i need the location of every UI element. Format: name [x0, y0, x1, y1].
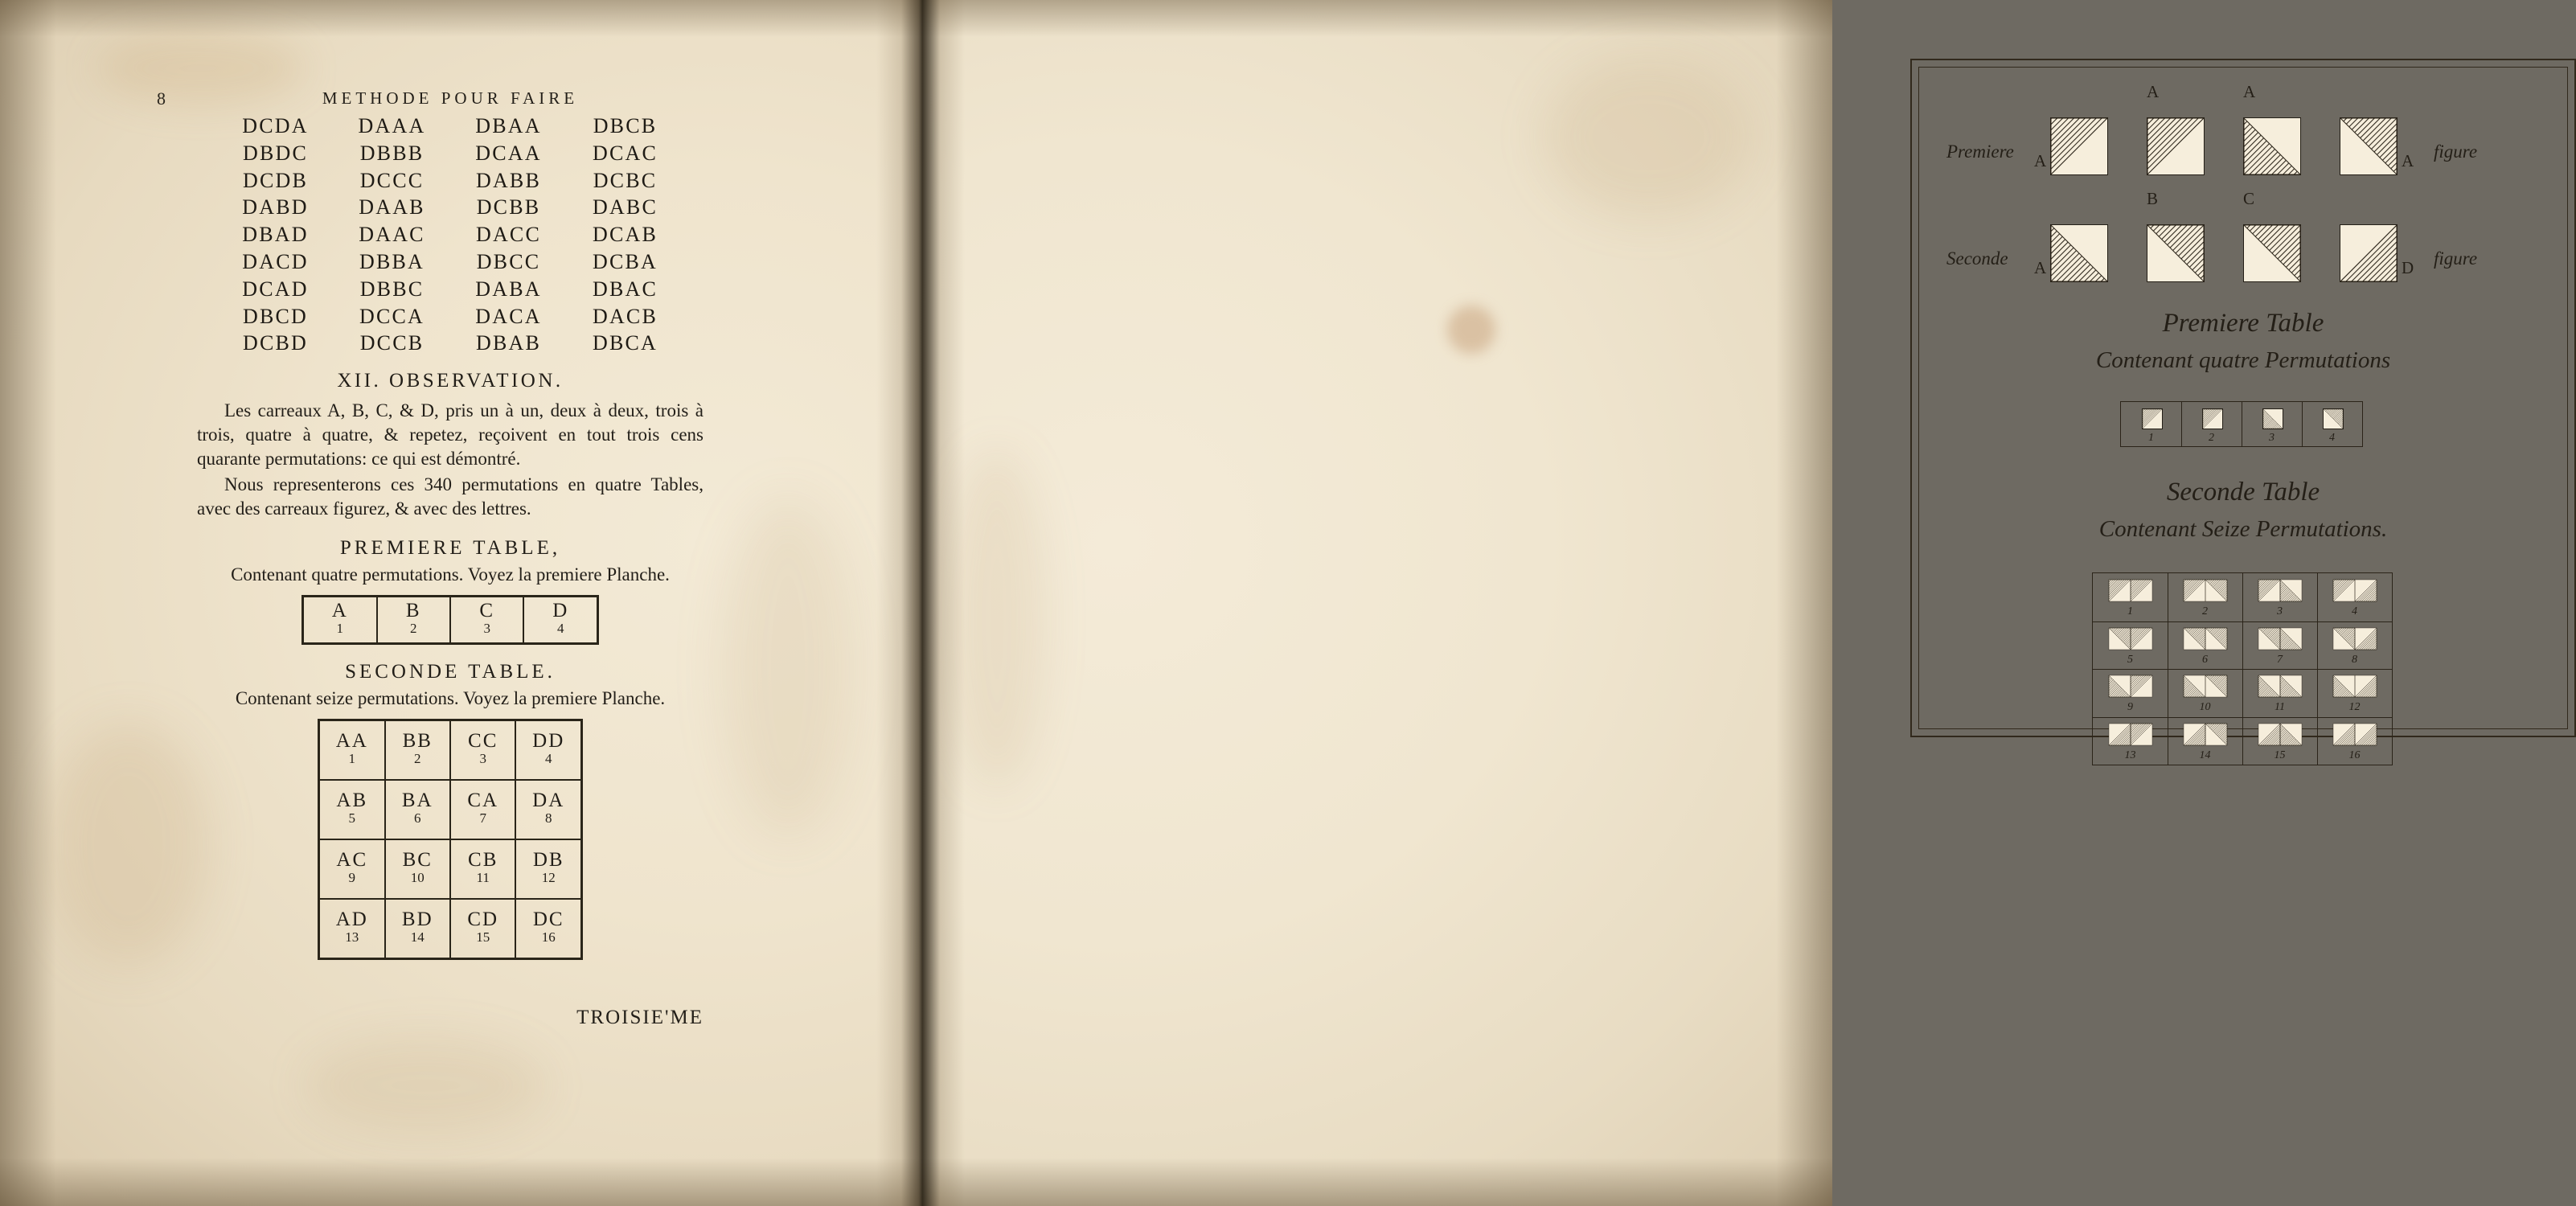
table1-subheading: Contenant quatre permutations. Voyez la premiere Planche. — [231, 564, 670, 585]
cell-letters: CD — [467, 909, 499, 931]
permutation-cell: DACD — [242, 249, 309, 273]
seconde-figure-label: Seconde — [1946, 248, 2008, 269]
figure1-square-3 — [2243, 117, 2301, 175]
plate-table2-number-15: 15 — [2274, 749, 2286, 761]
permutation-cell: DABB — [475, 168, 542, 192]
permutation-row — [197, 248, 703, 276]
table-row — [303, 596, 598, 643]
cell-number: 16 — [541, 929, 556, 946]
table-cell — [523, 596, 597, 643]
table-cell — [385, 720, 450, 780]
cell-letters: DB — [532, 849, 564, 872]
cell-number: 1 — [336, 621, 343, 637]
figure1-letter-4: A — [2402, 151, 2414, 170]
carreau-pair — [2184, 628, 2227, 650]
table-cell — [303, 596, 377, 643]
catchword: TROISIE'ME — [576, 1006, 703, 1028]
cell-letters: BD — [401, 909, 433, 931]
plate-table2-number-8: 8 — [2352, 653, 2357, 666]
table-cell — [450, 596, 523, 643]
carreau-pair — [2258, 580, 2302, 601]
figure2-letter-1: A — [2034, 258, 2047, 277]
plate-table1-number-2: 2 — [2209, 432, 2214, 444]
permutation-cell: DCBD — [242, 331, 309, 355]
figure2-letter-4: D — [2402, 258, 2414, 277]
plate-table1-number-4: 4 — [2329, 432, 2335, 444]
table-cell — [450, 839, 515, 899]
permutation-cell: DBAD — [242, 223, 309, 247]
permutation-row — [197, 113, 703, 140]
permutation-cell: DAAC — [359, 223, 425, 247]
carreau-pair — [2333, 675, 2377, 697]
table-cell — [385, 839, 450, 899]
cell-letters: AB — [336, 790, 368, 812]
permutation-cell: DCDB — [242, 168, 309, 192]
premiere-table-title: Premiere Table — [2162, 309, 2324, 338]
table-cell — [319, 720, 385, 780]
carreau-pair — [2184, 675, 2227, 697]
carreau-pair — [2258, 724, 2302, 745]
plate-table2-number-16: 16 — [2348, 749, 2361, 761]
plate-table2-number-3: 3 — [2277, 605, 2283, 617]
table-row — [319, 780, 582, 839]
figure1-square-4 — [2340, 117, 2398, 175]
table-cell — [385, 780, 450, 839]
table-cell — [450, 899, 515, 959]
permutation-cell: DBCB — [593, 114, 658, 137]
cell-number: 4 — [556, 621, 564, 637]
carreau-pair — [2184, 724, 2227, 745]
figure2-square-1 — [2050, 224, 2108, 282]
figure1-letter-2: A — [2147, 82, 2160, 101]
cell-letters: A — [331, 600, 348, 622]
permutation-cell: DCAD — [242, 277, 309, 301]
permutation-cell: DBDC — [242, 141, 309, 165]
permutation-cell: DCBB — [476, 195, 541, 219]
permutation-cell: DCDA — [242, 114, 309, 137]
permutation-row — [197, 330, 703, 357]
seconde-table-title: Seconde Table — [2166, 478, 2320, 507]
permutation-cell: DABA — [475, 277, 542, 301]
table-cell — [515, 899, 581, 959]
premiere-figure-word: figure — [2434, 142, 2478, 162]
plate-table2-number-10: 10 — [2199, 701, 2211, 713]
plate-table2-number-5: 5 — [2127, 653, 2133, 666]
plate-table2-number-2: 2 — [2202, 605, 2208, 617]
figure2-letter-3: C — [2243, 189, 2255, 208]
carreau-pair — [2109, 724, 2152, 745]
plate-table1-square-3 — [2262, 408, 2283, 429]
observation-heading: XII. OBSERVATION. — [337, 370, 564, 392]
permutation-cell: DACB — [592, 304, 658, 328]
cell-letters: AC — [336, 849, 368, 872]
plate-table2-number-9: 9 — [2127, 701, 2133, 713]
cell-number: 8 — [544, 810, 552, 827]
seconde-figure-word: figure — [2434, 248, 2478, 269]
table-cell — [515, 720, 581, 780]
permutation-cell: DCAB — [592, 223, 658, 247]
plate-table1-square-1 — [2142, 408, 2163, 429]
premiere-figure-label: Premiere — [1946, 142, 2014, 162]
carreau-pair — [2258, 675, 2302, 697]
cell-number: 6 — [414, 810, 421, 827]
table-cell — [319, 780, 385, 839]
permutation-cell: DCCC — [359, 168, 425, 192]
permutation-cell: DACC — [475, 223, 542, 247]
cell-letters: BC — [402, 849, 433, 872]
figure2-square-2 — [2147, 224, 2205, 282]
figure2-letter-2: B — [2147, 189, 2159, 208]
figure1-square-2 — [2147, 117, 2205, 175]
permutation-row — [197, 276, 703, 303]
table-cell — [319, 899, 385, 959]
table-cell — [319, 839, 385, 899]
cell-number: 4 — [544, 751, 552, 767]
cell-number: 13 — [345, 929, 359, 946]
table-row — [319, 720, 582, 780]
permutation-row — [197, 167, 703, 195]
permutation-cell: DCBC — [593, 168, 658, 192]
cell-letters: DA — [532, 790, 565, 812]
cell-number: 14 — [410, 929, 425, 946]
cell-letters: D — [552, 600, 569, 622]
permutation-cell: DBAA — [475, 114, 542, 137]
cell-letters: DD — [532, 730, 565, 753]
permutation-cell: DAAB — [359, 195, 425, 219]
cell-number: 1 — [348, 751, 356, 767]
permutation-row — [197, 140, 703, 167]
table-cell — [450, 780, 515, 839]
cell-letters: CA — [467, 790, 499, 812]
cell-letters: BA — [401, 790, 433, 812]
table-row — [319, 839, 582, 899]
plate-table1-number-1: 1 — [2148, 432, 2154, 444]
permutation-cell: DBCD — [242, 304, 309, 328]
permutation-row — [197, 303, 703, 330]
table-cell — [515, 780, 581, 839]
left-page-text-column — [157, 88, 703, 1029]
right-page — [917, 0, 2478, 1206]
permutation-cell: DCAC — [592, 141, 658, 165]
cell-number: 2 — [414, 751, 421, 767]
cell-letters: AD — [335, 909, 368, 931]
figure2-square-3 — [2243, 224, 2301, 282]
table2-subheading: Contenant seize permutations. Voyez la premiere Planche. — [235, 687, 666, 708]
cell-number: 2 — [410, 621, 417, 637]
plate-table1-number-3: 3 — [2269, 432, 2275, 444]
permutation-cell: DBAC — [592, 277, 658, 301]
figure1-letter-3: A — [2243, 82, 2256, 101]
table-cell — [450, 720, 515, 780]
permutation-list — [197, 113, 703, 357]
premiere-table-subtitle: Contenant quatre Permutations — [2095, 347, 2391, 373]
permutation-cell: DCCA — [359, 304, 425, 328]
permutation-cell: DCCB — [359, 331, 425, 355]
plate-table2-number-12: 12 — [2348, 701, 2361, 713]
cell-letters: CC — [468, 730, 498, 753]
cell-letters: B — [405, 600, 421, 622]
carreau-pair — [2109, 675, 2152, 697]
paragraph-2: Nous representerons ces 340 permutations en quatre Tables, avec des carreaux figurez, & avec des lettres. — [197, 474, 703, 519]
table-row — [319, 899, 582, 959]
plate-table2-number-7: 7 — [2277, 653, 2283, 666]
table-cell — [385, 899, 450, 959]
cell-number: 5 — [348, 810, 356, 827]
permutation-cell: DBBC — [359, 277, 425, 301]
cell-letters: CB — [468, 849, 498, 872]
carreau-pair — [2109, 580, 2152, 601]
plate-premiere-table-grid — [2120, 401, 2363, 447]
seconde-table-subtitle: Contenant Seize Permutations. — [2098, 516, 2388, 542]
permutation-cell: DAAA — [358, 114, 426, 137]
cell-number: 15 — [476, 929, 490, 946]
permutation-cell: DBAB — [475, 331, 542, 355]
permutation-row — [197, 194, 703, 221]
plate-table2-number-11: 11 — [2275, 701, 2285, 713]
running-head: METHODE POUR FAIRE — [322, 88, 579, 108]
permutation-cell: DCAA — [475, 141, 542, 165]
figure2-square-4 — [2340, 224, 2398, 282]
carreau-pair — [2184, 580, 2227, 601]
cell-number: 9 — [348, 870, 356, 886]
carreau-pair — [2333, 580, 2377, 601]
cell-letters: DC — [532, 909, 564, 931]
permutation-cell: DCBA — [592, 249, 658, 273]
seconde-table — [318, 719, 583, 960]
carreau-pair — [2333, 628, 2377, 650]
cell-number: 10 — [410, 870, 425, 886]
premiere-table — [301, 595, 599, 645]
table-cell — [377, 596, 450, 643]
table-cell — [515, 839, 581, 899]
plate-seconde-table-grid — [2092, 572, 2393, 765]
carreau-pair — [2109, 628, 2152, 650]
permutation-cell: DBCC — [476, 249, 541, 273]
engraved-plate — [1910, 59, 2576, 761]
cell-number: 3 — [479, 751, 486, 767]
permutation-cell: DACA — [475, 304, 542, 328]
permutation-cell: DABC — [592, 195, 658, 219]
permutation-cell: DBCA — [592, 331, 658, 355]
figure1-square-1 — [2050, 117, 2108, 175]
cell-letters: C — [479, 600, 495, 622]
plate-table1-square-4 — [2323, 408, 2344, 429]
plate-table2-number-13: 13 — [2124, 749, 2136, 761]
permutation-cell: DBBB — [359, 141, 425, 165]
paragraph-1: Les carreaux A, B, C, & D, pris un à un, deux à deux, trois à trois, quatre à quatre, & repetez, reçoivent en tout trois cens quarante permutations: ce qui est démontré. — [197, 400, 703, 469]
plate-table2-number-4: 4 — [2352, 605, 2357, 617]
cell-number: 11 — [476, 870, 490, 886]
figure1-letter-1: A — [2034, 151, 2047, 170]
cell-number: 12 — [541, 870, 556, 886]
cell-letters: AA — [335, 730, 368, 753]
plate-table2-number-14: 14 — [2199, 749, 2211, 761]
carreau-pair — [2258, 628, 2302, 650]
folio-number: 8 — [157, 88, 166, 109]
cell-number: 7 — [479, 810, 486, 827]
cell-number: 3 — [483, 621, 490, 637]
left-page — [0, 0, 917, 1206]
table1-heading: PREMIERE TABLE, — [339, 536, 561, 559]
table2-heading: SECONDE TABLE. — [345, 660, 556, 683]
carreau-pair — [2333, 724, 2377, 745]
plate-table2-number-6: 6 — [2202, 653, 2208, 666]
permutation-row — [197, 221, 703, 248]
permutation-cell: DABD — [242, 195, 309, 219]
permutation-cell: DBBA — [359, 249, 425, 273]
plate-table1-square-2 — [2202, 408, 2223, 429]
cell-letters: BB — [402, 730, 433, 753]
plate-table2-number-1: 1 — [2127, 605, 2133, 617]
